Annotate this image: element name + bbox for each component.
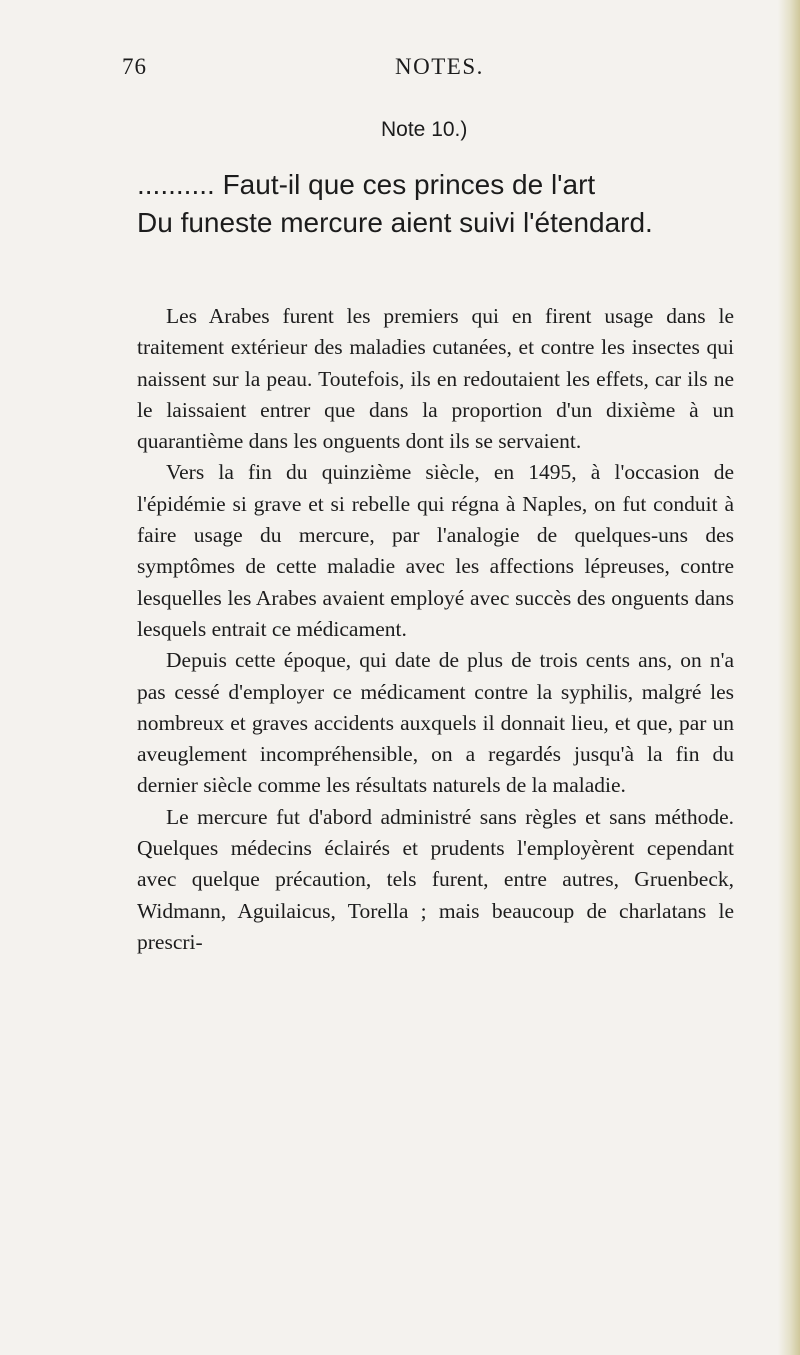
page-number: 76 (122, 54, 147, 79)
paragraph-3: Depuis cette époque, qui date de plus de trois cents ans, on n'a pas cessé d'employer ce médicament contre la syphilis, malgré les nombreux et graves accidents auxquels il donnait lieu, et que, par un aveuglement incompréhensible, on a regardés jusqu'à la fin du dernier siècle comme les résultats naturels de la maladie. (137, 648, 734, 798)
paragraph-4: Le mercure fut d'abord administré sans règles et sans méthode. Quelques médecins éclairés et prudents l'employèrent cependant avec quelque précaution, tels furent, entre autres, Gruenbeck, Widmann, Aguilaicus, Torella ; mais beaucoup de charlatans le prescri- (137, 804, 734, 954)
verse-line-2: Du funeste mercure aient suivi l'étendard. (137, 207, 653, 238)
paragraph-1: Les Arabes furent les premiers qui en firent usage dans le traitement extérieur des maladies cutanées, et contre les insectes qui naissent sur la peau. Toutefois, ils en redoutaient les effets, car ils ne le laissaient entrer que dans la proportion d'un dixième à un quarantième dans les onguents dont ils se servaient. (137, 304, 734, 454)
paragraph-2: Vers la fin du quinzième siècle, en 1495, à l'occasion de l'épidémie si grave et si rebelle qui régna à Naples, on fut conduit à faire usage du mercure, par l'analogie de quelques-uns des symptômes de cette maladie avec les affections lépreuses, contre lesquelles les Arabes avaient employé avec succès des onguents dans lesquels entrait ce médicament. (137, 460, 734, 641)
running-title: NOTES. (395, 54, 484, 79)
note-label: Note 10.) (381, 118, 468, 141)
verse-line-1: .......... Faut-il que ces princes de l'art (137, 169, 596, 200)
page-edge (778, 0, 800, 1355)
body-text (137, 301, 734, 958)
